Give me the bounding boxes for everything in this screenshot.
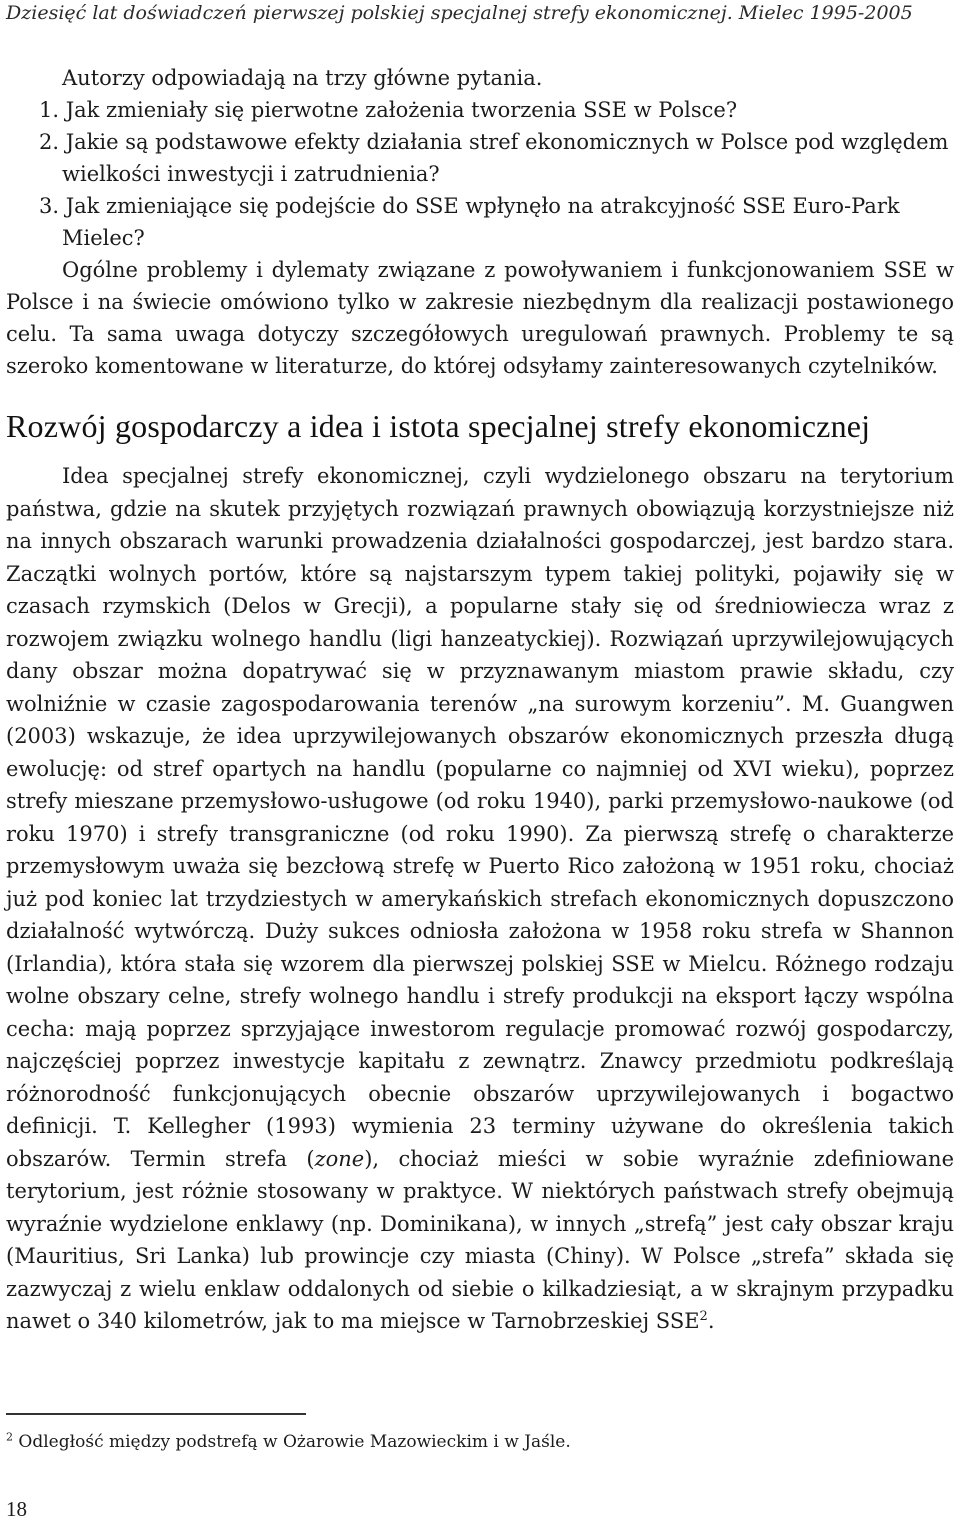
body-paragraph	[6, 460, 954, 1338]
footnote-text: Odległość między podstrefą w Ożarowie Mazowieckim i w Jaśle.	[18, 1432, 571, 1452]
intro-section	[6, 62, 954, 382]
zone-term: zone	[314, 1146, 365, 1171]
question-item-1: 1. Jak zmieniały się pierwotne założenia tworzenia SSE w Polsce?	[39, 98, 738, 122]
section-heading: Rozwój gospodarczy a idea i istota specjalnej strefy ekonomicznej	[6, 408, 871, 444]
body-text-part-2: ), chociaż mieści w sobie wyraźnie zdefiniowane terytorium, jest różnie stosowany w praktyce. W niektórych państwach strefy obejmują wyraźnie wydzielone enklawy (np. Dominikana), w innych „strefą” jest cały obszar kraju (Mauritius, Sri Lanka) lub prowincje czy miasta (Chiny). W Polsce „strefa” składa się zazwyczaj z wielu enklaw oddalonych od siebie o kilkadziesiąt, a w skrajnym przypadku nawet o 340 kilometrów, jak to ma miejsce w Tarnobrzeskiej SSE	[6, 1146, 954, 1333]
section-body	[6, 460, 954, 1338]
question-item-3: 3. Jak zmieniające się podejście do SSE wpłynęło na atrakcyjność SSE Euro-Park Mielec?	[39, 194, 900, 250]
question-item-2: 2. Jakie są podstawowe efekty działania stref ekonomicznych w Polsce pod względem wielkości inwestycji i zatrudnienia?	[39, 130, 949, 186]
body-text-part-1: Idea specjalnej strefy ekonomicznej, czyli wydzielonego obszaru na terytorium państwa, gdzie na skutek przyjętych rozwiązań prawnych obowiązują korzystniejsze niż na innych obszarach warunki prowadzenia działalności gospodarczej, jest bardzo stara. Zaczątki wolnych portów, które są najstarszym typem takiej polityki, pojawiły się w czasach rzymskich (Delos w Grecji), a popularne stały się od średniowiecza wraz z rozwojem związku wolnego handlu (ligi hanzeatyckiej). Rozwiązań uprzywilejowujących dany obszar można dopatrywać się w przyznawanym miastom prawie składu, czy wolniźnie w czasie zagospodarowania terenów „na surowym korzeniu”. M. Guangwen (2003) wskazuje, że idea uprzywilejowanych obszarów ekonomicznych przeszła długą ewolucję: od stref opartych na handlu (popularne co najmniej od XVI wieku), poprzez strefy mieszane przemysłowo-usługowe (od roku 1940), parki przemysłowo-naukowe (od roku 1970) i strefy transgraniczne (od roku 1990). Za pierwszą strefę o charakterze przemysłowym uważa się bezcłową strefę w Puerto Rico założoną w 1951 roku, chociaż już pod koniec lat trzydziestych w amerykańskich strefach ekonomicznych dopuszczono działalność wytwórczą. Duży sukces odniosła założona w 1958 roku strefa w Shannon (Irlandia), która stała się wzorem dla pierwszej polskiej SSE w Mielcu. Różnego rodzaju wolne obszary celne, strefy wolnego handlu i strefy produkcji na eksport łączy wspólna cecha: mają poprzez sprzyjające inwestorom regulacje promować rozwój gospodarczy, najczęściej poprzez inwestycje kapitału z zewnątrz. Znawcy przedmiotu podkreślają różnorodność funkcjonujących obecnie obszarów uprzywilejowanych i bogactwo definicji. T. Kellegher (1993) wymienia 23 terminy używane do określenia takich obszarów. Termin strefa (	[6, 464, 954, 1171]
running-header: Dziesięć lat doświadczeń pierwszej polskiej specjalnej strefy ekonomicznej. Mielec 1995-2005	[6, 2, 913, 24]
footnote	[6, 1432, 571, 1452]
body-text-end: .	[707, 1309, 715, 1333]
question-list	[6, 94, 954, 254]
footnote-divider	[6, 1413, 306, 1415]
intro-paragraph: Ogólne problemy i dylematy związane z powoływaniem i funkcjonowaniem SSE w Polsce i na świecie omówiono tylko w zakresie niezbędnym dla realizacji postawionego celu. Ta sama uwaga dotyczy szczegółowych uregulowań prawnych. Problemy te są szeroko komentowane w literaturze, do której odsyłamy zainteresowanych czytelników.	[6, 258, 954, 378]
page-number: 18	[6, 1497, 27, 1521]
footnote-mark: 2	[6, 1430, 13, 1444]
footnote-reference[interactable]: 2	[699, 1309, 708, 1324]
intro-lead: Autorzy odpowiadają na trzy główne pytania.	[62, 66, 543, 90]
